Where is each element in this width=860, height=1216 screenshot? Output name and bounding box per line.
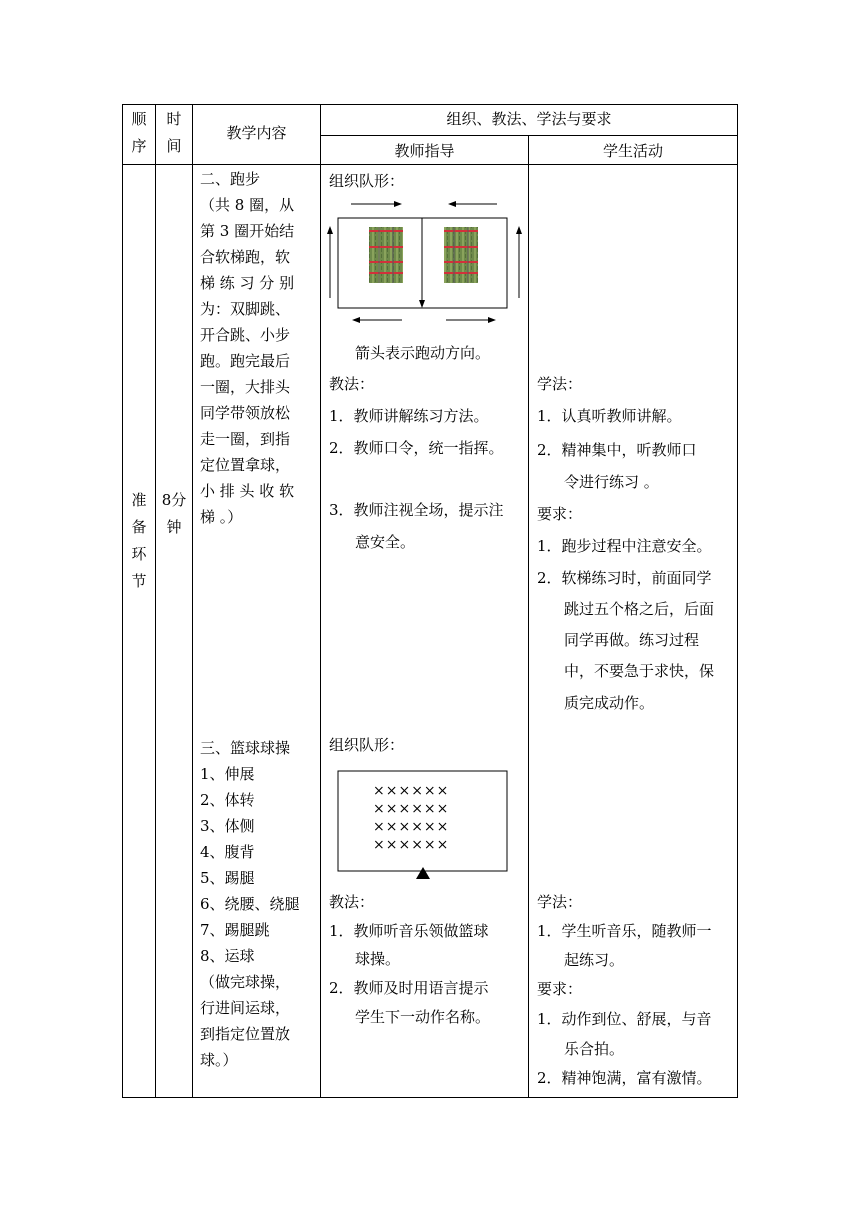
method-line: 学生下一动作名称。 <box>355 1008 491 1026</box>
requirement-line: 同学再做。练习过程 <box>564 631 700 649</box>
method-label: 教法： <box>329 375 375 393</box>
content-line: 4、腹背 <box>200 843 255 861</box>
content-line: 梯 练 习 分 别 <box>200 274 295 292</box>
content-line: （做完球操， <box>200 973 291 991</box>
header-content: 教学内容 <box>226 124 287 142</box>
study-label: 学法： <box>537 375 583 393</box>
requirement-label: 要求： <box>537 505 583 523</box>
content-line: 跑。跑完最后 <box>200 352 291 370</box>
content-line: 2、体转 <box>200 791 255 809</box>
content-line: 1、伸展 <box>200 765 255 783</box>
study-line: 2．精神集中，听教师口 <box>537 441 697 459</box>
content-line: 7、踢腿跳 <box>200 921 270 939</box>
study-label: 学法： <box>537 893 583 911</box>
content-line: 合软梯跑，软 <box>200 248 291 266</box>
content-line: 3、体侧 <box>200 817 255 835</box>
requirement-line: 跳过五个格之后，后面 <box>564 600 715 618</box>
content-line: 第 3 圈开始结 <box>200 222 295 240</box>
study-line: 起练习。 <box>564 951 625 969</box>
soft-ladder-icon <box>444 227 478 283</box>
method-line: 3．教师注视全场，提示注 <box>329 501 504 519</box>
method-line: 1．教师听音乐领做篮球 <box>329 922 489 940</box>
study-line: 1．认真听教师讲解。 <box>537 407 682 425</box>
content-line: 开合跳、小步 <box>200 326 291 344</box>
method-line: 2．教师口令，统一指挥。 <box>329 439 504 457</box>
content-line: 8、运球 <box>200 947 255 965</box>
content-line: 5、踢腿 <box>200 869 255 887</box>
content-line: 梯 。） <box>200 508 243 526</box>
header-time: 时间 <box>166 110 182 155</box>
arrow-left-icon <box>352 317 402 323</box>
header-organization: 组织、教法、学法与要求 <box>446 110 612 128</box>
content-line: 小 排 头 收 软 <box>200 482 295 500</box>
soft-ladder-icon <box>369 227 403 283</box>
content-line: 为：双脚跳、 <box>200 300 291 318</box>
content-line: （共 8 圈，从 <box>200 196 295 214</box>
content-line: 三、篮球球操 <box>200 739 291 757</box>
header-student-activity: 学生活动 <box>602 142 663 160</box>
requirement-line: 1．动作到位、舒展，与音 <box>537 1010 712 1028</box>
requirement-line: 2．精神饱满，富有激情。 <box>537 1069 712 1087</box>
arrow-right-icon <box>446 317 496 323</box>
requirement-line: 中，不要急于求快，保 <box>564 662 715 680</box>
content-line: 同学带领放松 <box>200 404 291 422</box>
study-line: 令进行练习 。 <box>564 473 659 491</box>
arrow-up-icon <box>516 226 522 298</box>
content-line: 定位置拿球， <box>200 456 291 474</box>
content-line: 走一圈，到指 <box>200 430 291 448</box>
requirement-line: 1．跑步过程中注意安全。 <box>537 537 712 555</box>
content-line: 行进间运球， <box>200 999 291 1017</box>
arrow-right-icon <box>351 201 402 207</box>
method-line: 2．教师及时用语言提示 <box>329 979 489 997</box>
teacher-position-triangle-icon <box>416 867 430 879</box>
student-row: ×××××× <box>373 819 450 835</box>
content-line: 一圈，大排头 <box>200 378 291 396</box>
header-teacher-guidance: 教师指导 <box>394 142 455 160</box>
formation-label: 组织队形： <box>329 736 405 754</box>
requirement-line: 质完成动作。 <box>564 694 655 712</box>
content-line: 6、绕腰、绕腿 <box>200 895 300 913</box>
requirement-line: 乐合拍。 <box>564 1040 625 1058</box>
formation-label: 组织队形： <box>329 172 405 190</box>
student-row: ×××××× <box>373 837 450 853</box>
arrow-up-icon <box>327 226 333 298</box>
study-line: 1．学生听音乐，随教师一 <box>537 922 712 940</box>
arrow-caption: 箭头表示跑动方向。 <box>355 344 491 362</box>
section-label: 准备环节 <box>131 491 147 590</box>
method-label: 教法： <box>329 893 375 911</box>
requirement-label: 要求： <box>537 980 583 998</box>
content-line: 到指定位置放 <box>200 1025 291 1043</box>
method-line: 球操。 <box>355 950 401 968</box>
student-row: ×××××× <box>373 783 450 799</box>
student-row: ×××××× <box>373 801 450 817</box>
arrow-left-icon <box>448 201 497 207</box>
requirement-line: 2．软梯练习时，前面同学 <box>537 569 712 587</box>
header-order: 顺序 <box>131 110 147 155</box>
method-line: 意安全。 <box>355 533 416 551</box>
content-line: 球。） <box>200 1051 238 1069</box>
content-line: 二、跑步 <box>200 170 261 188</box>
arrow-down-icon <box>419 218 425 308</box>
method-line: 1．教师讲解练习方法。 <box>329 407 489 425</box>
duration-label: 8分钟 <box>161 491 187 536</box>
